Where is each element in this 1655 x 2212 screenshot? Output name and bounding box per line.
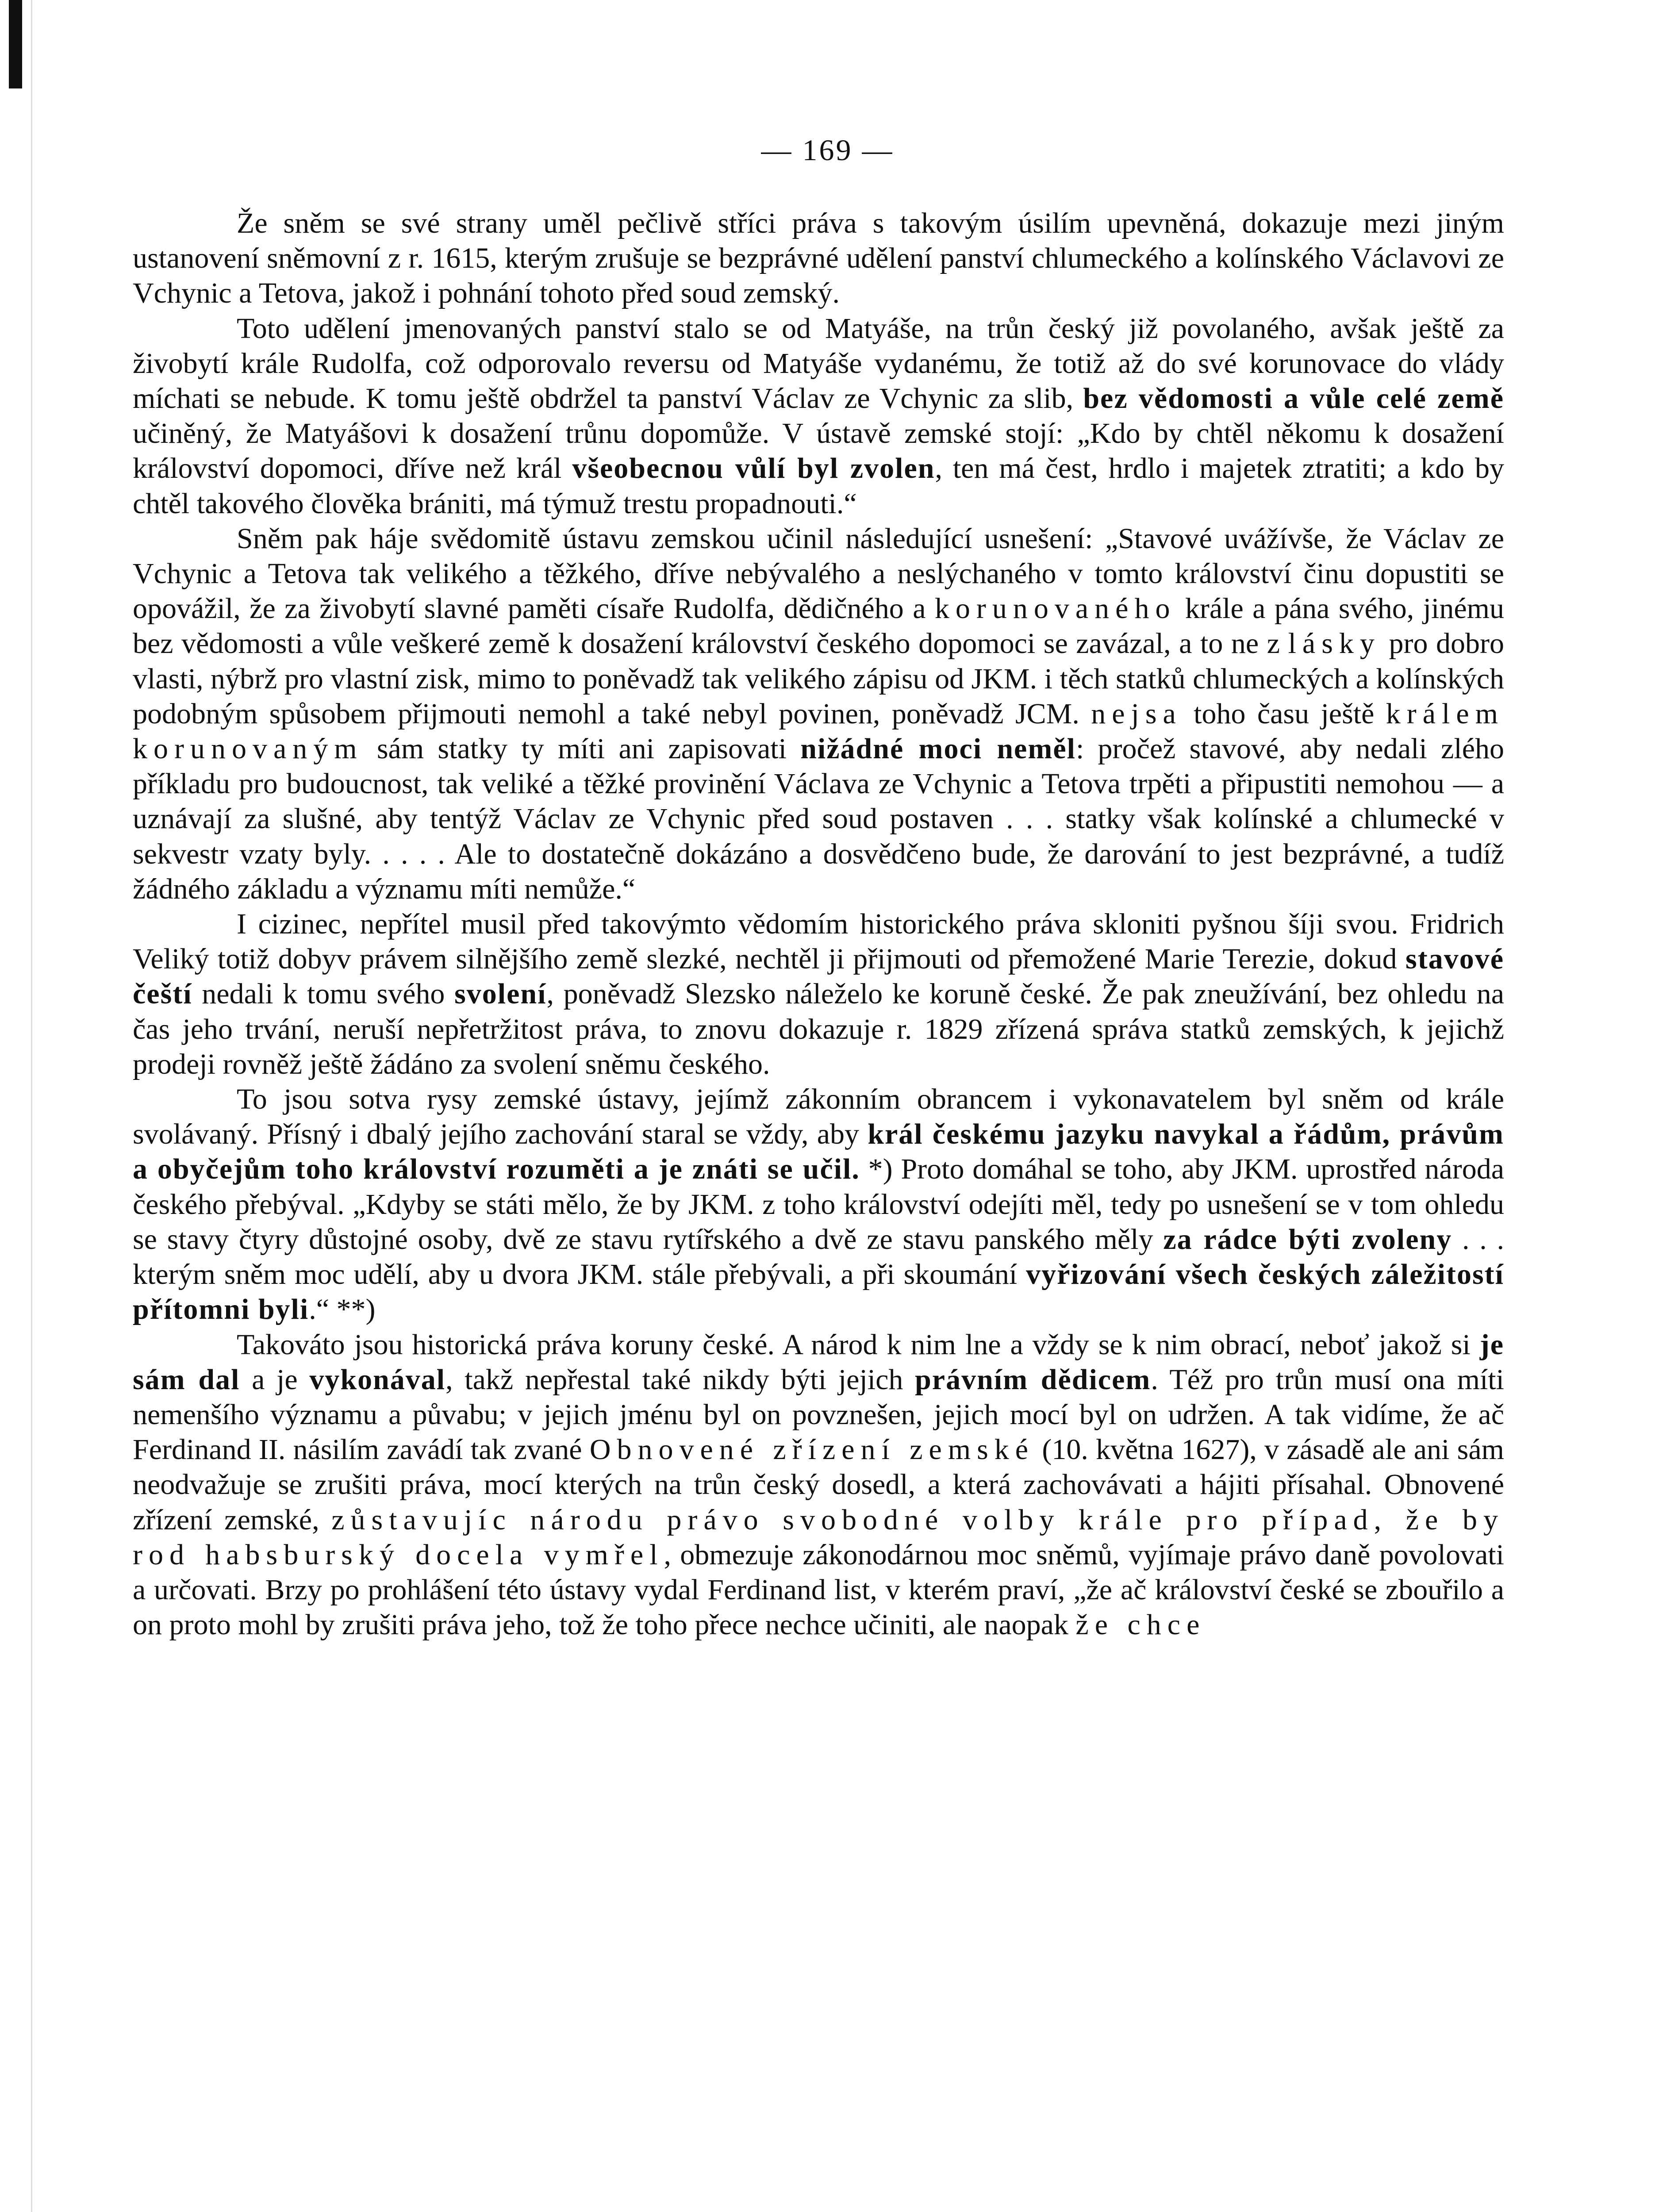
- bold-text: za rádce býti zvoleny: [1163, 1223, 1452, 1256]
- spaced-text: nejsa: [1091, 697, 1182, 730]
- body-text: [133, 206, 1504, 1642]
- text-run: I cizinec, nepřítel musil před takovýmto vědomím historického práva skloniti pyšnou šíji svou. Fridrich Veliký totiž dobyv právem silnějšího země slezké, nechtěl ji přijmouti od přemožené Marie Terezie, dokud: [133, 908, 1504, 975]
- bold-text: vykonával: [309, 1363, 446, 1396]
- paragraph: [133, 521, 1504, 906]
- text-run: , obmezuje zákonodárnou moc sněmů, vyjímaje právo daně povolovati a určovati. Brzy po prohlášení této ústavy vydal Ferdinand list, v kterém praví, „že ač království české se zbouřilo a on proto mohl by zrušiti práva jeho, tož že toho přece nechce učiniti, ale naopak: [133, 1538, 1504, 1641]
- bold-text: král českému jazyku navykal a řádům, právům a obyčejům toho království rozuměti a je znáti se učil.: [133, 1118, 1504, 1186]
- text-run: , poněvadž Slezsko náleželo ke koruně české. Že pak zneužívání, bez ohledu na čas jeho trvání, neruší nepřetržitost práva, to znovu dokazuje r. 1829 zřízená správa statků zemských, k jejichž prodeji rovněž ještě žádáno za svolení sněmu českého.: [133, 978, 1504, 1080]
- text-run: učiněný, že Matyášovi k dosažení trůnu dopomůže. V ústavě zemské stojí: „Kdo by chtěl někomu k dosažení království dopomoci, dříve než král: [133, 417, 1504, 485]
- spaced-text: zůstavujíc národu právo svobodné volby krále pro případ, že by rod habsburský docela vymřel: [133, 1503, 1504, 1571]
- text-run: , ten má čest, hrdlo i majetek ztratiti; a kdo by chtěl takového člověka brániti, má týmuž trestu propadnouti.“: [133, 452, 1504, 520]
- binding-mark: [9, 0, 22, 88]
- spaced-text: Obnovené zřízení zemské: [589, 1433, 1035, 1466]
- text-run: Sněm pak háje svědomitě ústavu zemskou učinil následující usnešení: „Stavové uvážívše, že Václav ze Vchynic a Tetova tak velikého a těžkého, dříve nebývalého a neslýchaného v tomto království činu dopustiti se opovážil, že za živobytí slavné paměti císaře Rudolfa, dědičného a: [133, 522, 1504, 625]
- text-run: Toto udělení jmenovaných panství stalo se od Matyáše, na trůn český již povolaného, avšak ještě za živobytí krále Rudolfa, což odporovalo reversu od Matyáše vydanému, že totiž až do své korunovace do vlády míchati se nebude. K tomu ještě obdržel ta panství Václav ze Vchynic za slib,: [133, 312, 1504, 415]
- paragraph: [133, 906, 1504, 1082]
- spaced-text: že chce: [1075, 1609, 1206, 1641]
- text-run: sám statky ty míti ani zapisovati: [363, 733, 801, 765]
- spaced-text: králem korunovaným: [133, 697, 1504, 765]
- text-run: toho času ještě: [1182, 697, 1386, 730]
- text-run: a je: [240, 1363, 310, 1396]
- spaced-text: korunovaného: [934, 592, 1176, 625]
- bold-text: všeobecnou vůlí byl zvolen: [572, 452, 935, 485]
- text-run: Takováto jsou historická práva koruny české. A národ k nim lne a vždy se k nim obrací, neboť jakož si: [237, 1328, 1480, 1361]
- bold-text: stavové čeští: [133, 943, 1504, 1010]
- text-run: Že sněm se své strany uměl pečlivě stříci práva s takovým úsilím upevněná, dokazuje mezi jiným ustanovení sněmovní z r. 1615, kterým zrušuje se bezprávné udělení panství chlumeckého a kolínského Václavovi ze Vchynic a Tetova, jakož i pohnání tohoto před soud zemský.: [133, 207, 1504, 310]
- text-run: nedali k tomu svého: [192, 978, 455, 1010]
- text-run: pro dobro vlasti, nýbrž pro vlastní zisk, mimo to poněvadž tak velikého zápisu od JKM. i těch statků chlumeckých a kolínských podobným spůsobem přijmouti nemohl a také nebyl povinen, poněvadž JCM.: [133, 627, 1504, 730]
- spaced-text: lásky: [1288, 627, 1381, 660]
- text-run: krále a pána svého, jinému bez vědomosti a vůle veškeré země k dosažení království českého dopomoci se zavázal, a to ne z: [133, 592, 1504, 660]
- page-left-edge: [0, 0, 32, 2212]
- bold-text: svolení: [454, 978, 547, 1010]
- paragraph: [133, 311, 1504, 521]
- text-run: . Též pro trůn musí ona míti nemenšího významu a půvabu; v jejich jménu byl on povznešen, jejich mocí byl on udržen. A tak vidíme, že ač Ferdinand II. násilím zavádí tak zvané: [133, 1363, 1504, 1466]
- paragraph: [133, 206, 1504, 311]
- text-run: (10. května 1627), v zásadě ale ani sám neodvažuje se zrušiti práva, mocí kterých na trůn český dosedl, a která zachovávati a hájiti přísahal. Obnovené zřízení zemské,: [133, 1433, 1504, 1536]
- bold-text: bez vědomosti a vůle celé země: [1083, 382, 1504, 415]
- bold-text: je sám dal: [133, 1328, 1504, 1396]
- text-run: To jsou sotva rysy zemské ústavy, jejímž zákonním obrancem i vykonavatelem byl sněm od krále svolávaný. Přísný i dbalý jejího zachování staral se vždy, aby: [133, 1083, 1504, 1151]
- text-run: .“ **): [309, 1293, 376, 1326]
- bold-text: nižádné moci neměl: [800, 733, 1076, 765]
- bold-text: vyřizování všech českých záležitostí přítomni byli: [133, 1258, 1504, 1326]
- paragraph: [133, 1082, 1504, 1327]
- paragraph: [133, 1327, 1504, 1643]
- page-number: — 169 —: [761, 133, 894, 167]
- text-run: *) Proto domáhal se toho, aby JKM. uprostřed národa českého přebýval. „Kdyby se státi mělo, že by JKM. z toho království odejíti měl, tedy po usnešení se v tom ohledu se stavy čtyry důstojné osoby, dvě ze stavu rytířského a dvě ze stavu panského měly: [133, 1153, 1504, 1256]
- bold-text: právním dědicem: [915, 1363, 1151, 1396]
- text-run: . . . kterým sněm moc udělí, aby u dvora JKM. stále přebývali, a při skoumání: [133, 1223, 1504, 1291]
- text-run: : pročež stavové, aby nedali zlého příkladu pro budoucnost, tak veliké a těžké provinění Václava ze Vchynic a Tetova trpěti a připustiti nemohou — a uznávají za slušné, aby tentýž Václav ze Vchynic před soud postaven . . . statky však kolínské a chlumecké v sekvestr vzaty byly. . . . . Ale to dostatečně dokázáno a dosvědčeno bude, že darování to jest bezprávné, a tudíž žádného základu a významu míti nemůže.“: [133, 733, 1504, 905]
- text-run: , takž nepřestal také nikdy býti jejich: [445, 1363, 915, 1396]
